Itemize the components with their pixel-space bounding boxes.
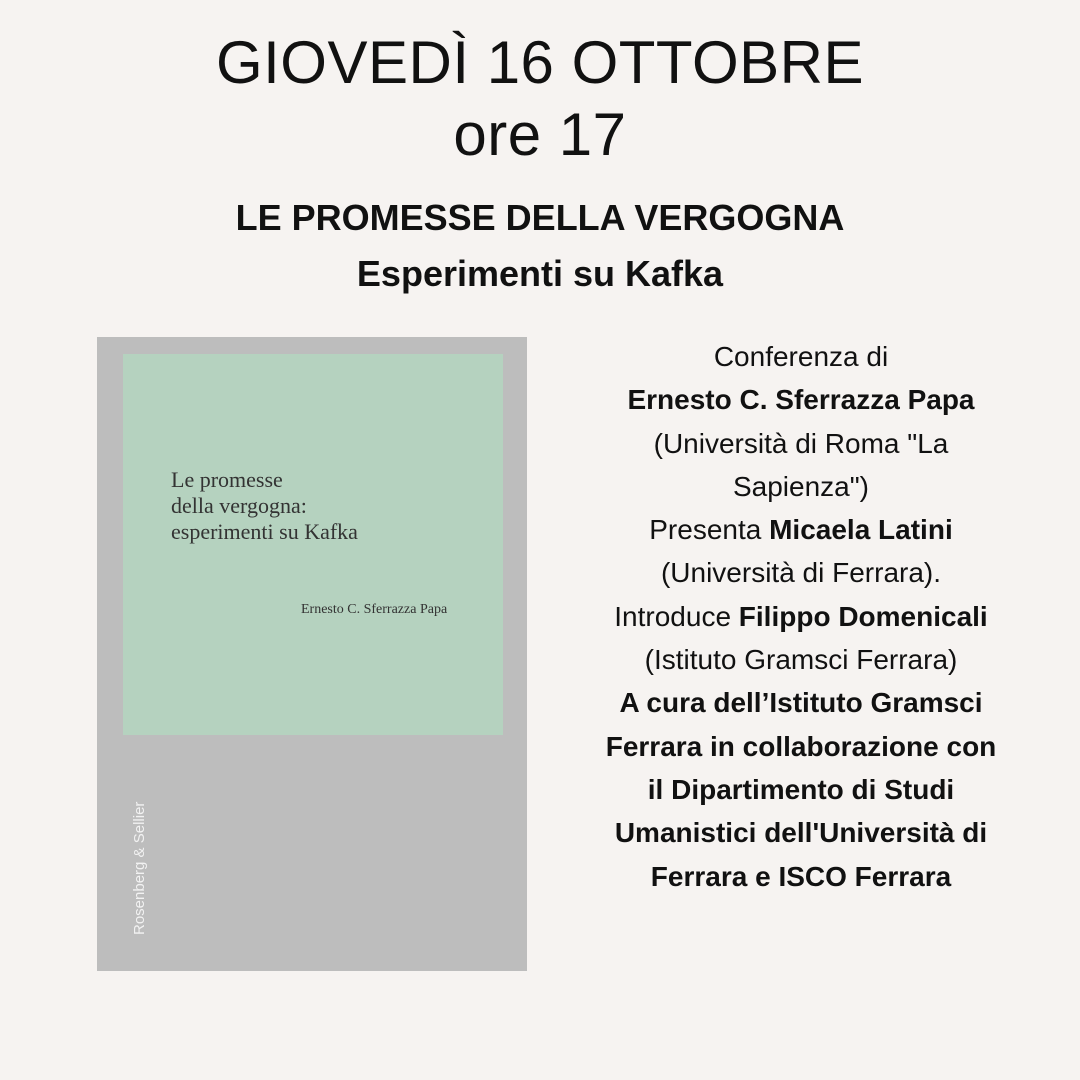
presenter-name: Micaela Latini bbox=[769, 514, 953, 546]
speaker-affiliation: Sapienza") bbox=[732, 470, 870, 502]
book-title-line: Le promesse bbox=[171, 467, 283, 492]
event-details bbox=[570, 335, 1032, 898]
book-title-line: esperimenti su Kafka bbox=[171, 519, 358, 544]
book-publisher: Rosenberg & Sellier bbox=[131, 801, 148, 935]
organizer-line: Umanistici dell'Università di bbox=[614, 817, 988, 849]
speaker-affiliation: (Università di Roma "La bbox=[653, 427, 949, 459]
speaker-name: Ernesto C. Sferrazza Papa bbox=[627, 384, 975, 416]
introducer-affiliation: (Istituto Gramsci Ferrara) bbox=[644, 644, 958, 676]
organizer-line: A cura dell’Istituto Gramsci bbox=[619, 687, 983, 719]
book-cover bbox=[97, 337, 527, 971]
book-cover-panel bbox=[123, 354, 503, 735]
book-title-line: della vergogna: bbox=[171, 493, 307, 518]
organizer-line: Ferrara e ISCO Ferrara bbox=[650, 860, 952, 892]
event-title: LE PROMESSE DELLA VERGOGNA bbox=[235, 197, 845, 238]
introducer-line bbox=[570, 595, 1032, 638]
event-subtitle: Esperimenti su Kafka bbox=[356, 253, 724, 294]
presenter-affiliation: (Università di Ferrara). bbox=[660, 557, 942, 589]
introducer-label: Introduce bbox=[614, 600, 739, 632]
organizer-line: il Dipartimento di Studi bbox=[647, 773, 955, 805]
event-time: ore 17 bbox=[453, 101, 627, 168]
organizer-line: Ferrara in collaborazione con bbox=[605, 730, 997, 762]
presenter-line bbox=[570, 508, 1032, 551]
conference-label: Conferenza di bbox=[713, 341, 889, 372]
book-title bbox=[171, 467, 358, 545]
event-date: GIOVEDÌ 16 OTTOBRE bbox=[215, 29, 865, 96]
book-author: Ernesto C. Sferrazza Papa bbox=[301, 602, 448, 617]
presenter-label: Presenta bbox=[649, 514, 770, 546]
introducer-name: Filippo Domenicali bbox=[738, 600, 988, 632]
